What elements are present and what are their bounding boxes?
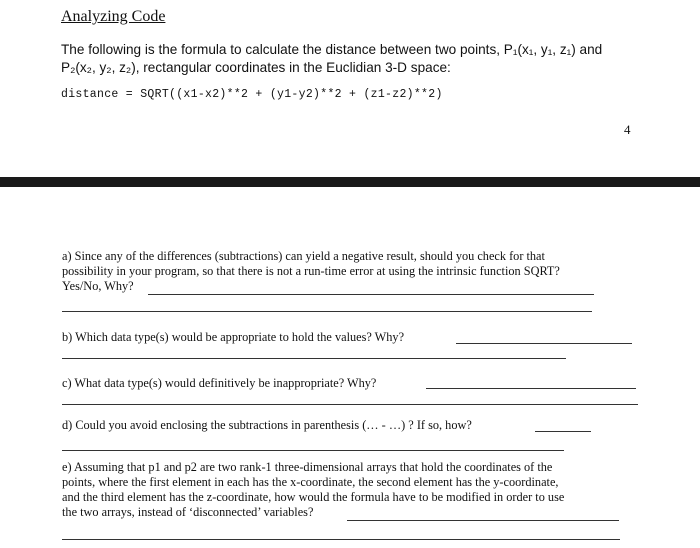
- answer-e-line-2[interactable]: [62, 539, 620, 540]
- intro-line-2: P₂(x₂, y₂, z₂), rectangular coordinates in the Euclidian 3-D space:: [61, 60, 451, 75]
- distance-formula: distance = SQRT((x1-x2)**2 + (y1-y2)**2 + (z1-z2)**2): [61, 88, 443, 101]
- answer-b-line-2[interactable]: [62, 358, 566, 359]
- question-c-line-1: c) What data type(s) would definitively be inappropriate? Why?: [62, 376, 377, 390]
- answer-e-blank[interactable]: [347, 520, 619, 521]
- question-a-prompt: Yes/No, Why?: [62, 279, 134, 293]
- question-b-line-1: b) Which data type(s) would be appropriate to hold the values? Why?: [62, 330, 405, 344]
- answer-b-blank[interactable]: [456, 343, 632, 344]
- question-e-line-2: points, where the first element in each has the x-coordinate, the second element has the y-coordinate,: [62, 475, 559, 489]
- question-a-line-1: a) Since any of the differences (subtractions) can yield a negative result, should you check for that: [62, 249, 545, 263]
- answer-a-blank[interactable]: [148, 294, 594, 295]
- question-e-line-3: and the third element has the z-coordinate, how would the formula have to be modified in order to use: [62, 490, 565, 504]
- question-e-line-1: e) Assuming that p1 and p2 are two rank-1 three-dimensional arrays that hold the coordinates of the: [62, 460, 553, 474]
- section-title: Analyzing Code: [61, 8, 166, 25]
- question-a-line-2: possibility in your program, so that there is not a run-time error at using the intrinsic function SQRT?: [62, 264, 560, 278]
- question-d-line-1: d) Could you avoid enclosing the subtractions in parenthesis (… - …) ? If so, how?: [62, 418, 472, 432]
- answer-c-line-2[interactable]: [62, 404, 638, 405]
- answer-a-line-2[interactable]: [62, 311, 592, 312]
- page-divider-bar: [0, 177, 700, 187]
- intro-line-1: The following is the formula to calculate the distance between two points, P₁(x₁, y₁, z₁) and: [61, 42, 603, 57]
- answer-c-blank[interactable]: [426, 388, 636, 389]
- answer-d-line-2[interactable]: [62, 450, 564, 451]
- intro-paragraph: [61, 41, 681, 77]
- answer-d-blank[interactable]: [535, 431, 591, 432]
- question-e-line-4: the two arrays, instead of ‘disconnected’ variables?: [62, 505, 314, 519]
- page-number: 4: [624, 122, 631, 137]
- question-a-line-3: [62, 279, 134, 294]
